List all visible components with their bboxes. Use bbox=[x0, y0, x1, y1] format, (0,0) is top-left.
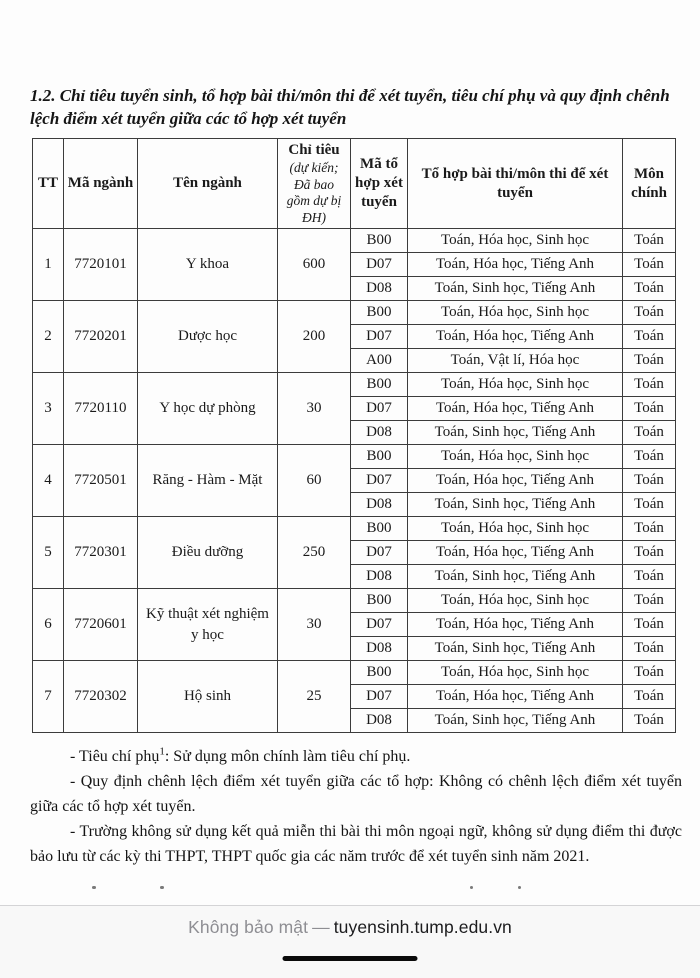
combo-subjects-cell: Toán, Hóa học, Sinh học bbox=[408, 301, 623, 325]
major-code-cell: 7720101 bbox=[64, 229, 138, 301]
quota-cell: 60 bbox=[278, 445, 351, 517]
admissions-table bbox=[32, 138, 676, 733]
main-subject-cell: Toán bbox=[623, 301, 676, 325]
header-major-name: Tên ngành bbox=[138, 139, 278, 229]
combo-code-cell: D07 bbox=[351, 397, 408, 421]
table-header bbox=[33, 139, 676, 229]
section-heading: 1.2. Chỉ tiêu tuyển sinh, tổ hợp bài thi/môn thi để xét tuyển, tiêu chí phụ và quy định chênh lệch điểm xét tuyển giữa các tổ hợp xét tuyển bbox=[30, 86, 670, 128]
combo-code-cell: D07 bbox=[351, 469, 408, 493]
security-label: Không bảo mật bbox=[188, 917, 309, 937]
main-subject-cell: Toán bbox=[623, 589, 676, 613]
table-row bbox=[33, 301, 676, 325]
combo-code-cell: D07 bbox=[351, 613, 408, 637]
combo-subjects-cell: Toán, Sinh học, Tiếng Anh bbox=[408, 493, 623, 517]
main-subject-cell: Toán bbox=[623, 685, 676, 709]
row-number-cell: 1 bbox=[33, 229, 64, 301]
row-number-cell: 3 bbox=[33, 373, 64, 445]
major-name-cell: Hộ sinh bbox=[138, 661, 278, 733]
major-code-cell: 7720501 bbox=[64, 445, 138, 517]
combo-code-cell: D08 bbox=[351, 709, 408, 733]
combo-code-cell: B00 bbox=[351, 517, 408, 541]
main-subject-cell: Toán bbox=[623, 229, 676, 253]
home-indicator[interactable] bbox=[283, 956, 418, 961]
admissions-table-body bbox=[33, 229, 676, 733]
header-major-code: Mã ngành bbox=[64, 139, 138, 229]
major-code-cell: 7720601 bbox=[64, 589, 138, 661]
main-subject-cell: Toán bbox=[623, 397, 676, 421]
combo-subjects-cell: Toán, Hóa học, Tiếng Anh bbox=[408, 469, 623, 493]
safari-bottom-bar bbox=[0, 905, 700, 978]
combo-subjects-cell: Toán, Hóa học, Sinh học bbox=[408, 445, 623, 469]
major-name-cell: Kỹ thuật xét nghiệm y học bbox=[138, 589, 278, 661]
combo-code-cell: D08 bbox=[351, 277, 408, 301]
header-combo-subjects: Tổ hợp bài thi/môn thi để xét tuyển bbox=[408, 139, 623, 229]
combo-code-cell: B00 bbox=[351, 373, 408, 397]
header-tt: TT bbox=[33, 139, 64, 229]
row-number-cell: 5 bbox=[33, 517, 64, 589]
combo-code-cell: D08 bbox=[351, 637, 408, 661]
combo-code-cell: D08 bbox=[351, 493, 408, 517]
header-quota-title: Chỉ tiêu bbox=[288, 142, 340, 158]
major-name-cell: Y học dự phòng bbox=[138, 373, 278, 445]
address-bar[interactable] bbox=[188, 917, 512, 938]
main-subject-cell: Toán bbox=[623, 637, 676, 661]
combo-subjects-cell: Toán, Hóa học, Tiếng Anh bbox=[408, 541, 623, 565]
major-name-cell: Dược học bbox=[138, 301, 278, 373]
combo-subjects-cell: Toán, Hóa học, Tiếng Anh bbox=[408, 397, 623, 421]
main-subject-cell: Toán bbox=[623, 349, 676, 373]
combo-code-cell: B00 bbox=[351, 229, 408, 253]
combo-subjects-cell: Toán, Hóa học, Tiếng Anh bbox=[408, 325, 623, 349]
combo-subjects-cell: Toán, Sinh học, Tiếng Anh bbox=[408, 421, 623, 445]
quota-cell: 25 bbox=[278, 661, 351, 733]
combo-code-cell: B00 bbox=[351, 301, 408, 325]
quota-cell: 200 bbox=[278, 301, 351, 373]
major-name-cell: Điều dưỡng bbox=[138, 517, 278, 589]
combo-code-cell: B00 bbox=[351, 589, 408, 613]
combo-subjects-cell: Toán, Hóa học, Sinh học bbox=[408, 661, 623, 685]
combo-code-cell: D08 bbox=[351, 565, 408, 589]
main-subject-cell: Toán bbox=[623, 709, 676, 733]
header-quota-note: (dự kiến; Đã bao gồm dự bị ĐH) bbox=[286, 160, 342, 225]
combo-subjects-cell: Toán, Sinh học, Tiếng Anh bbox=[408, 637, 623, 661]
header-quota bbox=[278, 139, 351, 229]
main-subject-cell: Toán bbox=[623, 565, 676, 589]
combo-subjects-cell: Toán, Sinh học, Tiếng Anh bbox=[408, 565, 623, 589]
table-row bbox=[33, 229, 676, 253]
major-code-cell: 7720201 bbox=[64, 301, 138, 373]
main-subject-cell: Toán bbox=[623, 325, 676, 349]
combo-code-cell: B00 bbox=[351, 445, 408, 469]
note-exam-exemption: - Trường không sử dụng kết quả miễn thi bài thi môn ngoại ngữ, không sử dụng điểm thi được bảo lưu từ các kỳ thi THPT, THPT quốc gia các năm trước để xét tuyển sinh năm 2021. bbox=[30, 823, 682, 865]
row-number-cell: 2 bbox=[33, 301, 64, 373]
combo-subjects-cell: Toán, Vật lí, Hóa học bbox=[408, 349, 623, 373]
main-subject-cell: Toán bbox=[623, 373, 676, 397]
combo-subjects-cell: Toán, Sinh học, Tiếng Anh bbox=[408, 709, 623, 733]
notes-section bbox=[30, 744, 682, 869]
combo-subjects-cell: Toán, Hóa học, Sinh học bbox=[408, 589, 623, 613]
table-row bbox=[33, 373, 676, 397]
row-number-cell: 6 bbox=[33, 589, 64, 661]
footnote-marker: 1 bbox=[159, 745, 165, 758]
main-subject-cell: Toán bbox=[623, 445, 676, 469]
combo-subjects-cell: Toán, Hóa học, Sinh học bbox=[408, 517, 623, 541]
header-combo-code: Mã tổ hợp xét tuyển bbox=[351, 139, 408, 229]
note-secondary-criteria: - Tiêu chí phụ$^1$: Sử dụng môn chính làm tiêu chí phụ. bbox=[70, 745, 411, 765]
note-score-difference: - Quy định chênh lệch điểm xét tuyển giữa các tổ hợp: Không có chênh lệch điểm xét tuyển giữa các tổ hợp xét tuyển. bbox=[30, 773, 682, 815]
major-name-cell: Y khoa bbox=[138, 229, 278, 301]
table-row bbox=[33, 517, 676, 541]
combo-subjects-cell: Toán, Sinh học, Tiếng Anh bbox=[408, 277, 623, 301]
main-subject-cell: Toán bbox=[623, 517, 676, 541]
major-code-cell: 7720110 bbox=[64, 373, 138, 445]
combo-code-cell: D07 bbox=[351, 685, 408, 709]
combo-code-cell: D08 bbox=[351, 421, 408, 445]
combo-subjects-cell: Toán, Hóa học, Sinh học bbox=[408, 373, 623, 397]
row-number-cell: 7 bbox=[33, 661, 64, 733]
combo-code-cell: A00 bbox=[351, 349, 408, 373]
quota-cell: 30 bbox=[278, 373, 351, 445]
url-separator: — bbox=[312, 917, 330, 937]
major-name-cell: Răng - Hàm - Mặt bbox=[138, 445, 278, 517]
quota-cell: 30 bbox=[278, 589, 351, 661]
table-row bbox=[33, 661, 676, 685]
header-main-subject: Môn chính bbox=[623, 139, 676, 229]
url-text: tuyensinh.tump.edu.vn bbox=[333, 917, 512, 937]
major-code-cell: 7720302 bbox=[64, 661, 138, 733]
main-subject-cell: Toán bbox=[623, 253, 676, 277]
main-subject-cell: Toán bbox=[623, 541, 676, 565]
combo-code-cell: D07 bbox=[351, 325, 408, 349]
row-number-cell: 4 bbox=[33, 445, 64, 517]
combo-subjects-cell: Toán, Hóa học, Tiếng Anh bbox=[408, 253, 623, 277]
quota-cell: 600 bbox=[278, 229, 351, 301]
main-subject-cell: Toán bbox=[623, 613, 676, 637]
major-code-cell: 7720301 bbox=[64, 517, 138, 589]
main-subject-cell: Toán bbox=[623, 277, 676, 301]
table-row bbox=[33, 445, 676, 469]
main-subject-cell: Toán bbox=[623, 493, 676, 517]
main-subject-cell: Toán bbox=[623, 661, 676, 685]
main-subject-cell: Toán bbox=[623, 469, 676, 493]
clipped-text-fragments bbox=[30, 884, 680, 891]
combo-subjects-cell: Toán, Hóa học, Tiếng Anh bbox=[408, 613, 623, 637]
main-subject-cell: Toán bbox=[623, 421, 676, 445]
combo-code-cell: D07 bbox=[351, 541, 408, 565]
combo-subjects-cell: Toán, Hóa học, Sinh học bbox=[408, 229, 623, 253]
quota-cell: 250 bbox=[278, 517, 351, 589]
combo-code-cell: B00 bbox=[351, 661, 408, 685]
combo-code-cell: D07 bbox=[351, 253, 408, 277]
combo-subjects-cell: Toán, Hóa học, Tiếng Anh bbox=[408, 685, 623, 709]
table-row bbox=[33, 589, 676, 613]
